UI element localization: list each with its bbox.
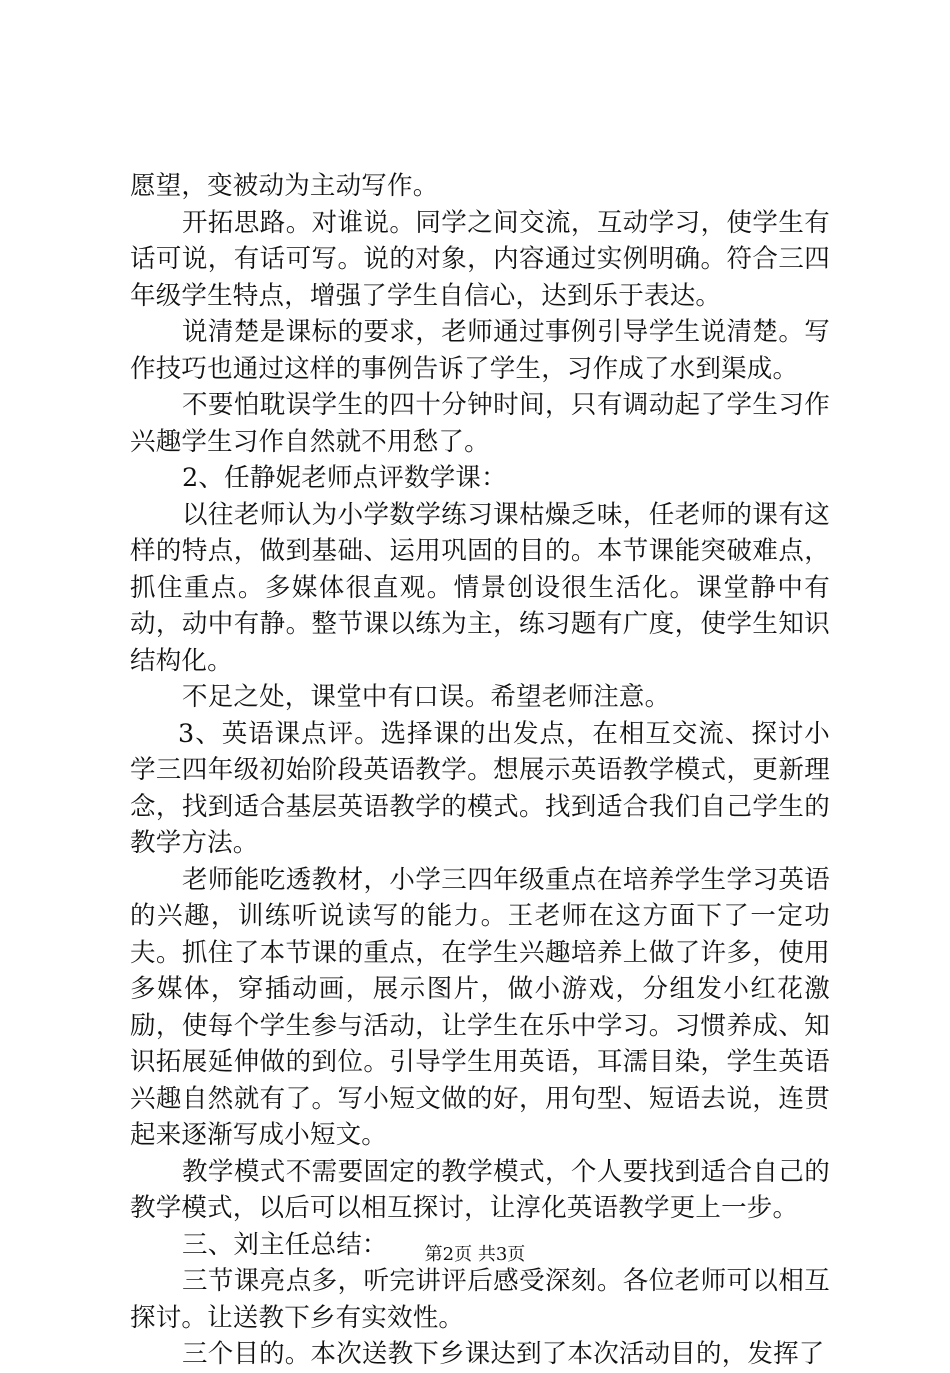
paragraph-2: 开拓思路。对谁说。同学之间交流，互动学习，使学生有话可说，有话可写。说的对象，内容通过实例明确。符合三四年级学生特点，增强了学生自信心，达到乐于表达。 <box>130 207 830 311</box>
paragraph-4: 不要怕耽误学生的四十分钟时间，只有调动起了学生习作兴趣学生习作自然就不用愁了。 <box>130 390 830 457</box>
section-heading-summary: 三、刘主任总结： <box>182 1229 388 1260</box>
paragraph-13: 三个目的。本次送教下乡课达到了本次活动目的，发挥了 <box>182 1339 825 1369</box>
page-number-footer: 第2页 共3页 <box>424 1244 526 1265</box>
document-body <box>130 168 830 1373</box>
section-heading-math-review: 2、任静妮老师点评数学课： <box>182 463 507 493</box>
paragraph-6: 以往老师认为小学数学练习课枯燥乏味，任老师的课有这样的特点，做到基础、运用巩固的目的。本节课能突破难点，抓住重点。多媒体很直观。情景创设很生活化。课堂静中有动，动中有静。整节课以练为主，练习题有广度，使学生知识结构化。 <box>130 499 830 676</box>
paragraph-10: 教学模式不需要固定的教学模式，个人要找到适合自己的教学模式，以后可以相互探讨，让淳化英语教学更上一步。 <box>130 1156 830 1223</box>
paragraph-english-review: 3、英语课点评。选择课的出发点，在相互交流、探讨小学三四年级初始阶段英语教学。想展示英语教学模式，更新理念，找到适合基层英语教学的模式。找到适合我们自己学生的教学方法。 <box>130 718 830 858</box>
paragraph-9: 老师能吃透教材，小学三四年级重点在培养学生学习英语的兴趣，训练听说读写的能力。王老师在这方面下了一定功夫。抓住了本节课的重点，在学生兴趣培养上做了许多，使用多媒体，穿插动画，展示图片，做小游戏，分组发小红花激励，使每个学生参与活动，让学生在乐中学习。习惯养成、知识拓展延伸做的到位。引导学生用英语，耳濡目染，学生英语兴趣自然就有了。写小短文做的好，用句型、短语去说，连贯起来逐渐写成小短文。 <box>130 864 830 1150</box>
paragraph-7: 不足之处，课堂中有口误。希望老师注意。 <box>182 682 671 712</box>
paragraph-12: 三节课亮点多，听完讲评后感受深刻。各位老师可以相互探讨。让送教下乡有实效性。 <box>130 1266 830 1333</box>
paragraph-3: 说清楚是课标的要求，老师通过事例引导学生说清楚。写作技巧也通过这样的事例告诉了学生，习作成了水到渠成。 <box>130 317 830 384</box>
paragraph-1: 愿望，变被动为主动写作。 <box>130 171 439 201</box>
